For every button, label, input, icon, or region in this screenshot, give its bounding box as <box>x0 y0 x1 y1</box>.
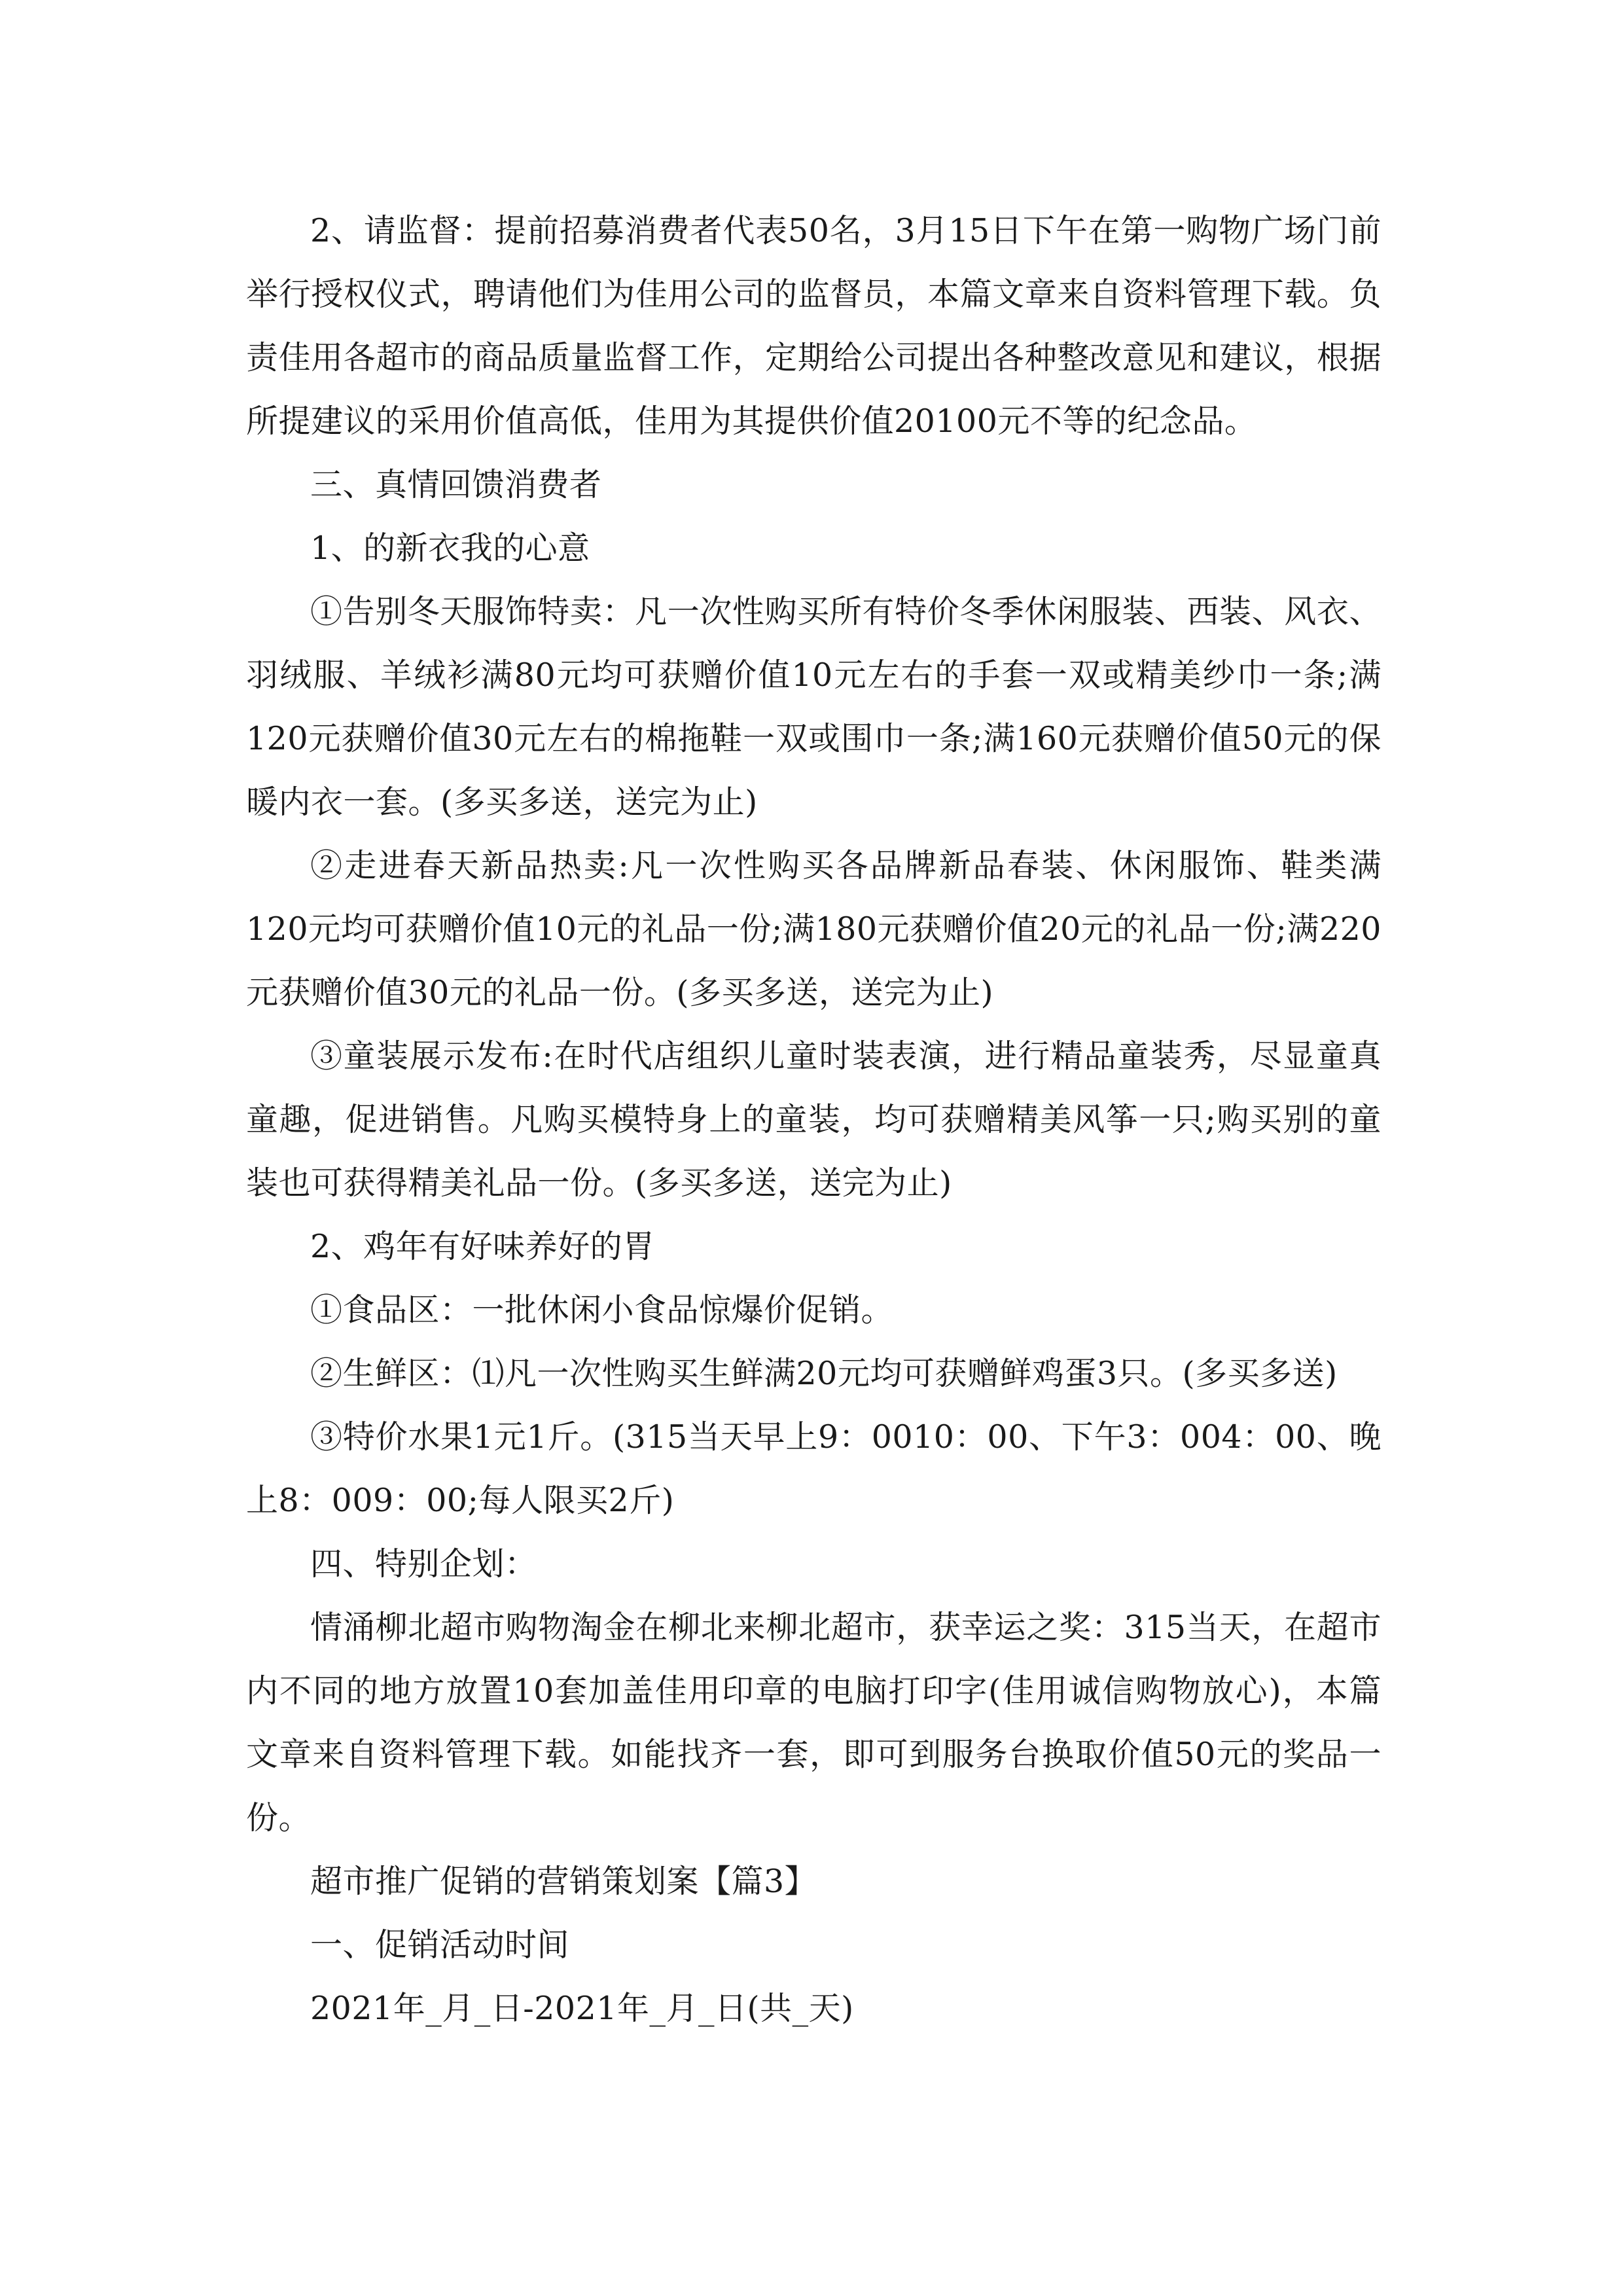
heading-promo-time: 一、促销活动时间 <box>310 1926 570 1964</box>
heading-section-3: 三、真情回馈消费者 <box>310 466 602 503</box>
subheading-food: 2、鸡年有好味养好的胃 <box>310 1228 655 1265</box>
paragraph-treasure-hunt: 情涌柳北超市购物淘金在柳北来柳北超市，获幸运之奖：315当天，在超市内不同的地方放置10套加盖佳用印章的电脑打印字(佳用诚信购物放心)，本篇文章来自资料管理下载。如能找齐一套，即可到服务台换取价值50元的奖品一份。 <box>246 1609 1382 1837</box>
paragraph-fruit: ③特价水果1元1斤。(315当天早上9：0010：00、下午3：004：00、晚上8：009：00;每人限买2斤) <box>246 1418 1382 1519</box>
document-body <box>246 199 1382 2040</box>
paragraph-snacks: ①食品区：一批休闲小食品惊爆价促销。 <box>310 1291 894 1329</box>
paragraph-spring-sale: ②走进春天新品热卖:凡一次性购买各品牌新品春装、休闲服饰、鞋类满120元均可获赠价值10元的礼品一份;满180元获赠价值20元的礼品一份;满220元获赠价值30元的礼品一份。(多买多送，送完为止) <box>246 847 1382 1011</box>
paragraph-supervision: 2、请监督：提前招募消费者代表50名，3月15日下午在第一购物广场门前举行授权仪式，聘请他们为佳用公司的监督员，本篇文章来自资料管理下载。负责佳用各超市的商品质量监督工作，定期给公司提出各种整改意见和建议，根据所提建议的采用价值高低，佳用为其提供价值20100元不等的纪念品。 <box>246 212 1382 440</box>
heading-article-3: 超市推广促销的营销策划案【篇3】 <box>310 1863 817 1900</box>
paragraph-kids-show: ③童装展示发布:在时代店组织儿童时装表演，进行精品童装秀，尽显童真童趣，促进销售。凡购买模特身上的童装，均可获赠精美风筝一只;购买别的童装也可获得精美礼品一份。(多买多送，送完为止) <box>246 1037 1382 1202</box>
paragraph-winter-sale: ①告别冬天服饰特卖：凡一次性购买所有特价冬季休闲服装、西装、风衣、羽绒服、羊绒衫满80元均可获赠价值10元左右的手套一双或精美纱巾一条;满120元获赠价值30元左右的棉拖鞋一双或围巾一条;满160元获赠价值50元的保暖内衣一套。(多买多送，送完为止) <box>246 593 1382 821</box>
heading-section-4: 四、特别企划： <box>310 1545 537 1583</box>
paragraph-fresh: ②生鲜区：⑴凡一次性购买生鲜满20元均可获赠鲜鸡蛋3只。(多买多送) <box>310 1355 1338 1392</box>
paragraph-date-range: 2021年_月_日-2021年_月_日(共_天) <box>310 1990 854 2027</box>
subheading-new-clothes: 1、的新衣我的心意 <box>310 529 590 567</box>
